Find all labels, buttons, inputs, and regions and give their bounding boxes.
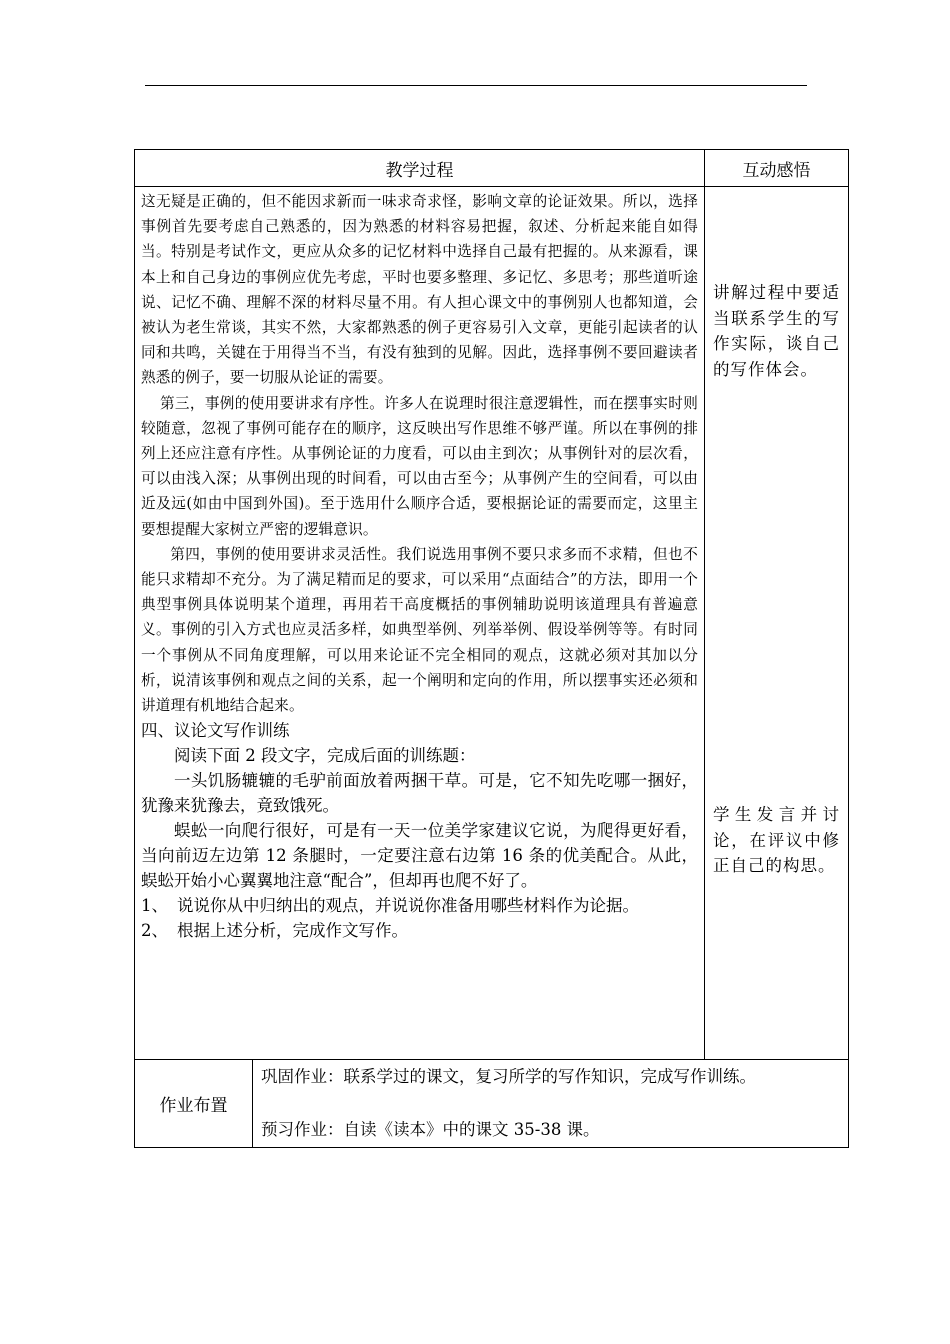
table-header-row (135, 150, 849, 187)
homework-preview: 预习作业：自读《读本》中的课文 35-38 课。 (261, 1120, 600, 1139)
passage-centipede: 蜈蚣一向爬行很好，可是有一天一位美学家建议它说，为爬得更好看，当向前迈左边第 12 条腿时，一定要注意右边第 16 条的优美配合。从此，蜈蚣开始小心翼翼地注意“配合”，但却再也爬不好了。 (141, 821, 698, 891)
lesson-plan-table (134, 149, 849, 1148)
process-row (135, 187, 849, 1060)
task-text: 根据上述分析，完成作文写作。 (177, 921, 408, 941)
reading-instruction: 阅读下面 2 段文字，完成后面的训练题： (174, 746, 476, 766)
page-header-rule (145, 85, 807, 86)
task-number: 2、 (141, 921, 168, 941)
task-number: 1、 (141, 896, 168, 916)
reflection-note-1: 讲解过程中要适当联系学生的写作实际，谈自己的写作体会。 (713, 283, 840, 379)
homework-consolidation: 巩固作业：联系学过的课文，复习所学的写作知识，完成写作训练。 (261, 1067, 756, 1086)
task-item-2 (141, 918, 698, 943)
passage-donkey: 一头饥肠辘辘的毛驴前面放着两捆干草。可是，它不知先吃哪一捆好，犹豫来犹豫去，竟致饿死。 (141, 771, 698, 816)
process-paragraph-3: 第四，事例的使用要讲求灵活性。我们说选用事例不要只求多而不求精，但也不能只求精却不充分。为了满足精而足的要求，可以采用“点面结合”的方法，即用一个典型事例具体说明某个道理，再用若干高度概括的事例辅助说明该道理具有普遍意义。事例的引入方式也应灵活多样，如典型举例、列举举例、假设举例等等。有时同一个事例从不同角度理解，可以用来论证不完全相同的观点，这就必须对其加以分析，说清该事例和观点之间的关系，起一个阐明和定向的作用，所以摆事实还必须和讲道理有机地结合起来。 (141, 545, 698, 715)
column-header-process: 教学过程 (135, 150, 705, 187)
homework-spacer (261, 1090, 840, 1117)
reflection-note-2: 学生发言并讨论，在评议中修正自己的构思。 (713, 805, 840, 875)
task-item-1 (141, 893, 698, 918)
homework-label: 作业布置 (135, 1060, 253, 1148)
reflection-cell (705, 187, 849, 1060)
process-paragraph-1: 这无疑是正确的，但不能因求新而一味求奇求怪，影响文章的论证效果。所以，选择事例首先要考虑自己熟悉的，因为熟悉的材料容易把握，叙述、分析起来能自如得当。特别是考试作文，更应从众多的记忆材料中选择自己最有把握的。从来源看，课本上和自己身边的事例应优先考虑，平时也要多整理、多记忆、多思考；那些道听途说、记忆不确、理解不深的材料尽量不用。有人担心课文中的事例别人也都知道，会被认为老生常谈，其实不然，大家都熟悉的例子更容易引入文章，更能引起读者的认同和共鸣，关键在于用得当不当，有没有独到的见解。因此，选择事例不要回避读者熟悉的例子，要一切服从论证的需要。 (141, 193, 698, 387)
task-text: 说说你从中归纳出的观点，并说说你准备用哪些材料作为论据。 (177, 896, 639, 916)
column-header-reflection: 互动感悟 (705, 150, 849, 187)
process-paragraph-2: 第三，事例的使用要讲求有序性。许多人在说理时很注意逻辑性，而在摆事实时则较随意，忽视了事例可能存在的顺序，这反映出写作思维不够严谨。所以在事例的排列上还应注意有序性。从事例论证的力度看，可以由主到次；从事例针对的层次看，可以由浅入深；从事例出现的时间看，可以由古至今；从事例产生的空间看，可以由近及远(如由中国到外国)。至于选用什么顺序合适，要根据论证的需要而定，这里主要想提醒大家树立严密的逻辑意识。 (141, 394, 698, 538)
teaching-process-cell (135, 187, 705, 1060)
section-title: 四、议论文写作训练 (141, 721, 290, 741)
homework-content (253, 1060, 849, 1148)
homework-row (135, 1060, 849, 1148)
